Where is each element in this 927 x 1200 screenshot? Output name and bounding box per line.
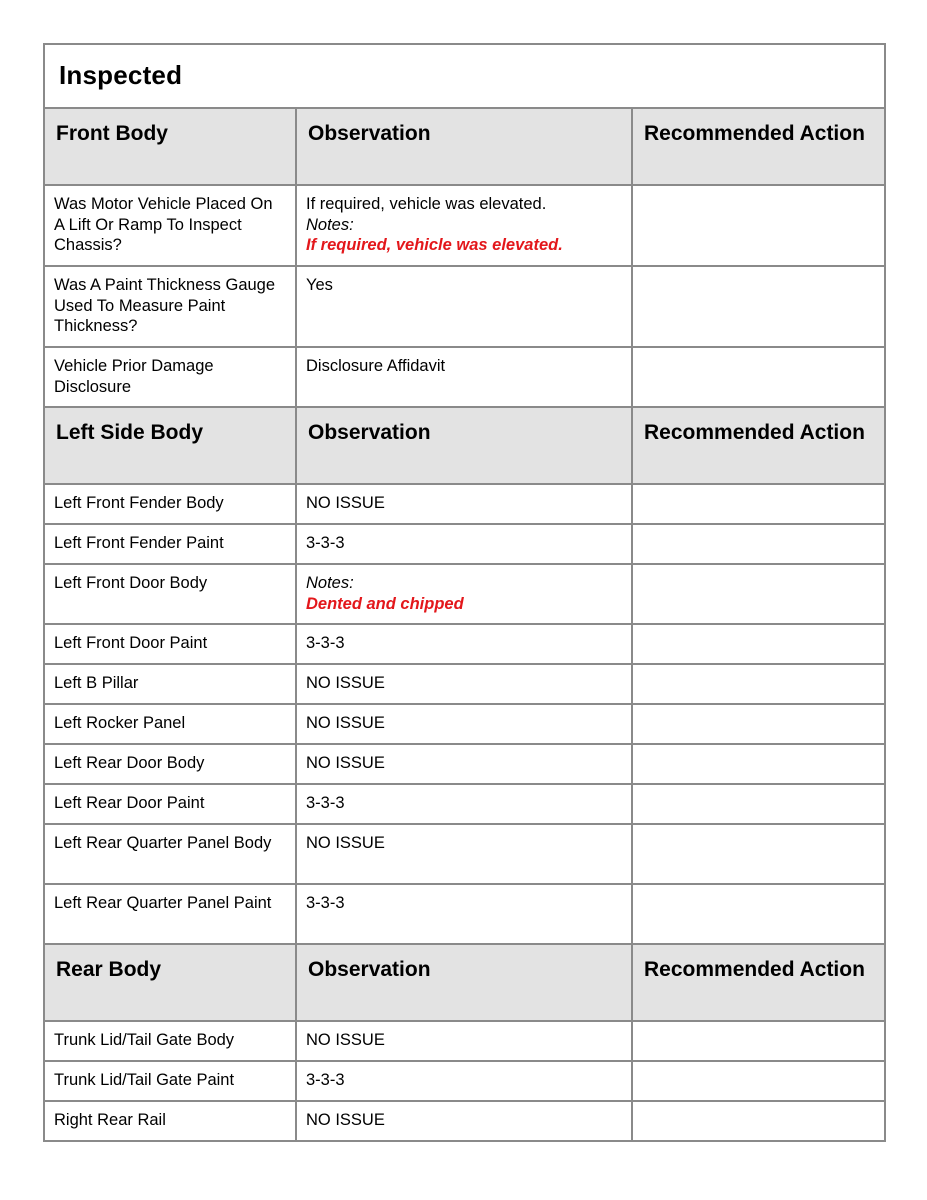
table-row	[44, 524, 885, 564]
recommended-action-cell	[632, 484, 885, 524]
table-row	[44, 185, 885, 266]
observation-cell: 3-3-3	[296, 884, 632, 944]
observation-cell: NO ISSUE	[296, 744, 632, 784]
observation-cell	[296, 185, 632, 266]
recommended-action-cell	[632, 185, 885, 266]
section-header-rear-body	[44, 944, 885, 1021]
item-label: Left Front Door Body	[44, 564, 296, 624]
item-label: Left Rear Door Body	[44, 744, 296, 784]
item-label: Left Rocker Panel	[44, 704, 296, 744]
item-label: Left B Pillar	[44, 664, 296, 704]
observation-cell: Yes	[296, 266, 632, 347]
table-row	[44, 266, 885, 347]
recommended-action-cell	[632, 664, 885, 704]
table-row	[44, 347, 885, 407]
notes-text: Dented and chipped	[306, 594, 464, 613]
recommended-action-cell	[632, 564, 885, 624]
observation-header: Observation	[296, 944, 632, 1021]
recommended-action-cell	[632, 524, 885, 564]
observation-header: Observation	[296, 108, 632, 185]
section-title: Left Side Body	[44, 407, 296, 484]
recommended-action-cell	[632, 704, 885, 744]
item-label: Left Front Fender Paint	[44, 524, 296, 564]
table-row	[44, 664, 885, 704]
item-label: Left Front Fender Body	[44, 484, 296, 524]
table-row	[44, 484, 885, 524]
item-label: Trunk Lid/Tail Gate Body	[44, 1021, 296, 1061]
recommended-action-cell	[632, 1021, 885, 1061]
observation-cell: NO ISSUE	[296, 1021, 632, 1061]
inspection-table	[43, 43, 886, 1142]
observation-header: Observation	[296, 407, 632, 484]
observation-cell: NO ISSUE	[296, 704, 632, 744]
table-row	[44, 1021, 885, 1061]
recommended-action-cell	[632, 824, 885, 884]
recommended-action-cell	[632, 1061, 885, 1101]
item-label: Vehicle Prior Damage Disclosure	[44, 347, 296, 407]
item-label: Left Front Door Paint	[44, 624, 296, 664]
recommended-action-header: Recommended Action	[632, 407, 885, 484]
observation-cell: 3-3-3	[296, 624, 632, 664]
recommended-action-cell	[632, 744, 885, 784]
table-row	[44, 624, 885, 664]
item-label: Right Rear Rail	[44, 1101, 296, 1141]
recommended-action-header: Recommended Action	[632, 944, 885, 1021]
observation-cell	[296, 564, 632, 624]
recommended-action-header: Recommended Action	[632, 108, 885, 185]
title-row	[44, 44, 885, 108]
table-row	[44, 824, 885, 884]
item-label: Was Motor Vehicle Placed On A Lift Or Ramp To Inspect Chassis?	[44, 185, 296, 266]
section-title: Rear Body	[44, 944, 296, 1021]
item-label: Left Rear Door Paint	[44, 784, 296, 824]
observation-cell: NO ISSUE	[296, 824, 632, 884]
section-header-front-body	[44, 108, 885, 185]
item-label: Was A Paint Thickness Gauge Used To Measure Paint Thickness?	[44, 266, 296, 347]
observation-cell: NO ISSUE	[296, 1101, 632, 1141]
recommended-action-cell	[632, 1101, 885, 1141]
notes-label: Notes:	[306, 574, 354, 592]
section-header-left-side-body	[44, 407, 885, 484]
observation-cell: 3-3-3	[296, 1061, 632, 1101]
recommended-action-cell	[632, 784, 885, 824]
observation-text: If required, vehicle was elevated.	[306, 195, 547, 213]
recommended-action-cell	[632, 347, 885, 407]
table-row	[44, 1061, 885, 1101]
recommended-action-cell	[632, 266, 885, 347]
report-title: Inspected	[44, 44, 885, 108]
recommended-action-cell	[632, 624, 885, 664]
item-label: Left Rear Quarter Panel Paint	[44, 884, 296, 944]
table-row	[44, 784, 885, 824]
observation-cell: NO ISSUE	[296, 484, 632, 524]
table-row	[44, 884, 885, 944]
observation-cell: 3-3-3	[296, 524, 632, 564]
item-label: Trunk Lid/Tail Gate Paint	[44, 1061, 296, 1101]
table-row	[44, 1101, 885, 1141]
table-row	[44, 744, 885, 784]
item-label: Left Rear Quarter Panel Body	[44, 824, 296, 884]
section-title: Front Body	[44, 108, 296, 185]
notes-text: If required, vehicle was elevated.	[306, 236, 563, 254]
notes-label: Notes:	[306, 215, 354, 234]
observation-cell: Disclosure Affidavit	[296, 347, 632, 407]
observation-cell: NO ISSUE	[296, 664, 632, 704]
table-row	[44, 704, 885, 744]
table-row	[44, 564, 885, 624]
observation-cell: 3-3-3	[296, 784, 632, 824]
recommended-action-cell	[632, 884, 885, 944]
